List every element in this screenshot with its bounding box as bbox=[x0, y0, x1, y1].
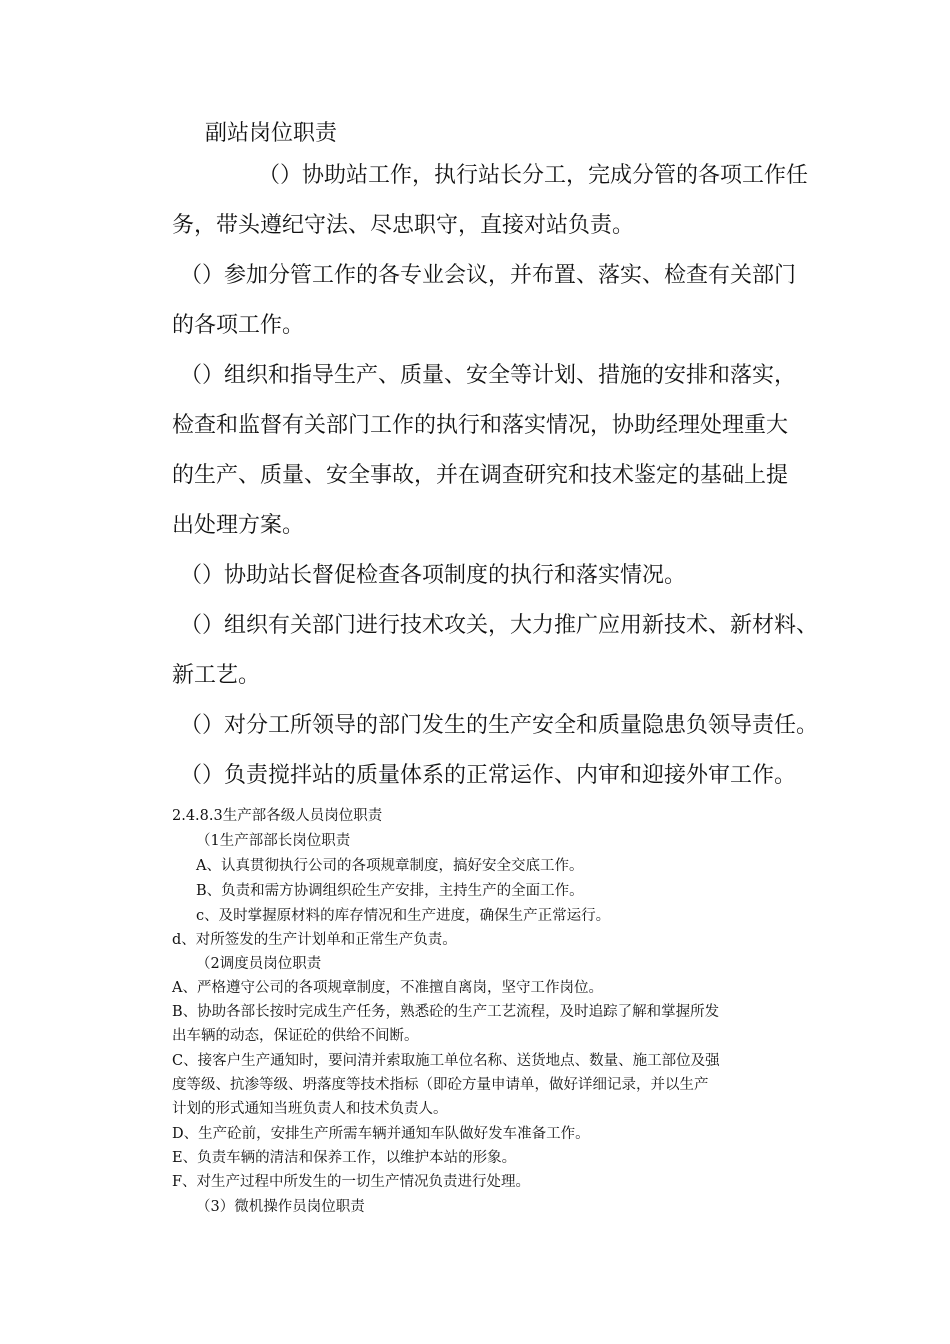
paragraph-line: 新工艺。 bbox=[172, 663, 261, 688]
duty-line: B、负责和需方协调组织砼生产安排，主持生产的全面工作。 bbox=[196, 883, 584, 899]
duty-line: B、协助各部长按时完成生产任务，熟悉砼的生产工艺流程，及时追踪了解和掌握所发 bbox=[172, 1004, 720, 1020]
duty-line: 度等级、抗渗等级、坍落度等技术指标（即砼方量申请单，做好详细记录，并以生产 bbox=[172, 1077, 709, 1093]
duty-line: d、对所签发的生产计划单和正常生产负责。 bbox=[172, 932, 457, 948]
paragraph-line: （）组织和指导生产、质量、安全等计划、措施的安排和落实， bbox=[180, 363, 797, 388]
paragraph-line: 务，带头遵纪守法、尽忠职守，直接对站负责。 bbox=[172, 213, 635, 238]
paragraph-line: 检查和监督有关部门工作的执行和落实情况，协助经理处理重大 bbox=[172, 413, 789, 438]
role-heading: （2调度员岗位职责 bbox=[196, 956, 322, 972]
duty-line: C、接客户生产通知时，要问清并索取施工单位名称、送货地点、数量、施工部位及强 bbox=[172, 1053, 720, 1069]
paragraph-line: （）参加分管工作的各专业会议，并布置、落实、检查有关部门 bbox=[180, 263, 797, 288]
paragraph-line: （）负责搅拌站的质量体系的正常运作、内审和迎接外审工作。 bbox=[180, 763, 797, 788]
section-title: 副站岗位职责 bbox=[205, 121, 338, 146]
duty-line: F、对生产过程中所发生的一切生产情况负责进行处理。 bbox=[172, 1174, 531, 1190]
role-heading: （3）微机操作员岗位职责 bbox=[196, 1199, 365, 1215]
duty-line: 出车辆的动态，保证砼的供给不间断。 bbox=[172, 1028, 419, 1044]
paragraph-line: 出处理方案。 bbox=[172, 513, 305, 538]
paragraph-line: （）协助站长督促检查各项制度的执行和落实情况。 bbox=[180, 563, 687, 588]
duty-line: E、负责车辆的清洁和保养工作，以维护本站的形象。 bbox=[172, 1150, 517, 1166]
paragraph-line: （）协助站工作，执行站长分工，完成分管的各项工作任 bbox=[258, 163, 809, 188]
paragraph-line: （）对分工所领导的部门发生的生产安全和质量隐患负领导责任。 bbox=[180, 713, 819, 738]
duty-line: 计划的形式通知当班负责人和技术负责人。 bbox=[172, 1101, 448, 1117]
duty-line: A、认真贯彻执行公司的各项规章制度，搞好安全交底工作。 bbox=[196, 858, 584, 874]
role-heading: （1生产部部长岗位职责 bbox=[196, 833, 351, 849]
duty-line: A、严格遵守公司的各项规章制度，不准擅自离岗，坚守工作岗位。 bbox=[172, 980, 603, 996]
paragraph-line: （）组织有关部门进行技术攻关，大力推广应用新技术、新材料、 bbox=[180, 613, 819, 638]
subsection-heading: 2.4.8.3生产部各级人员岗位职责 bbox=[172, 808, 383, 824]
duty-line: c、及时掌握原材料的库存情况和生产进度，确保生产正常运行。 bbox=[196, 908, 611, 924]
paragraph-line: 的生产、质量、安全事故，并在调查研究和技术鉴定的基础上提 bbox=[172, 463, 789, 488]
paragraph-line: 的各项工作。 bbox=[172, 313, 305, 338]
duty-line: D、生产砼前，安排生产所需车辆并通知车队做好发车准备工作。 bbox=[172, 1126, 590, 1142]
